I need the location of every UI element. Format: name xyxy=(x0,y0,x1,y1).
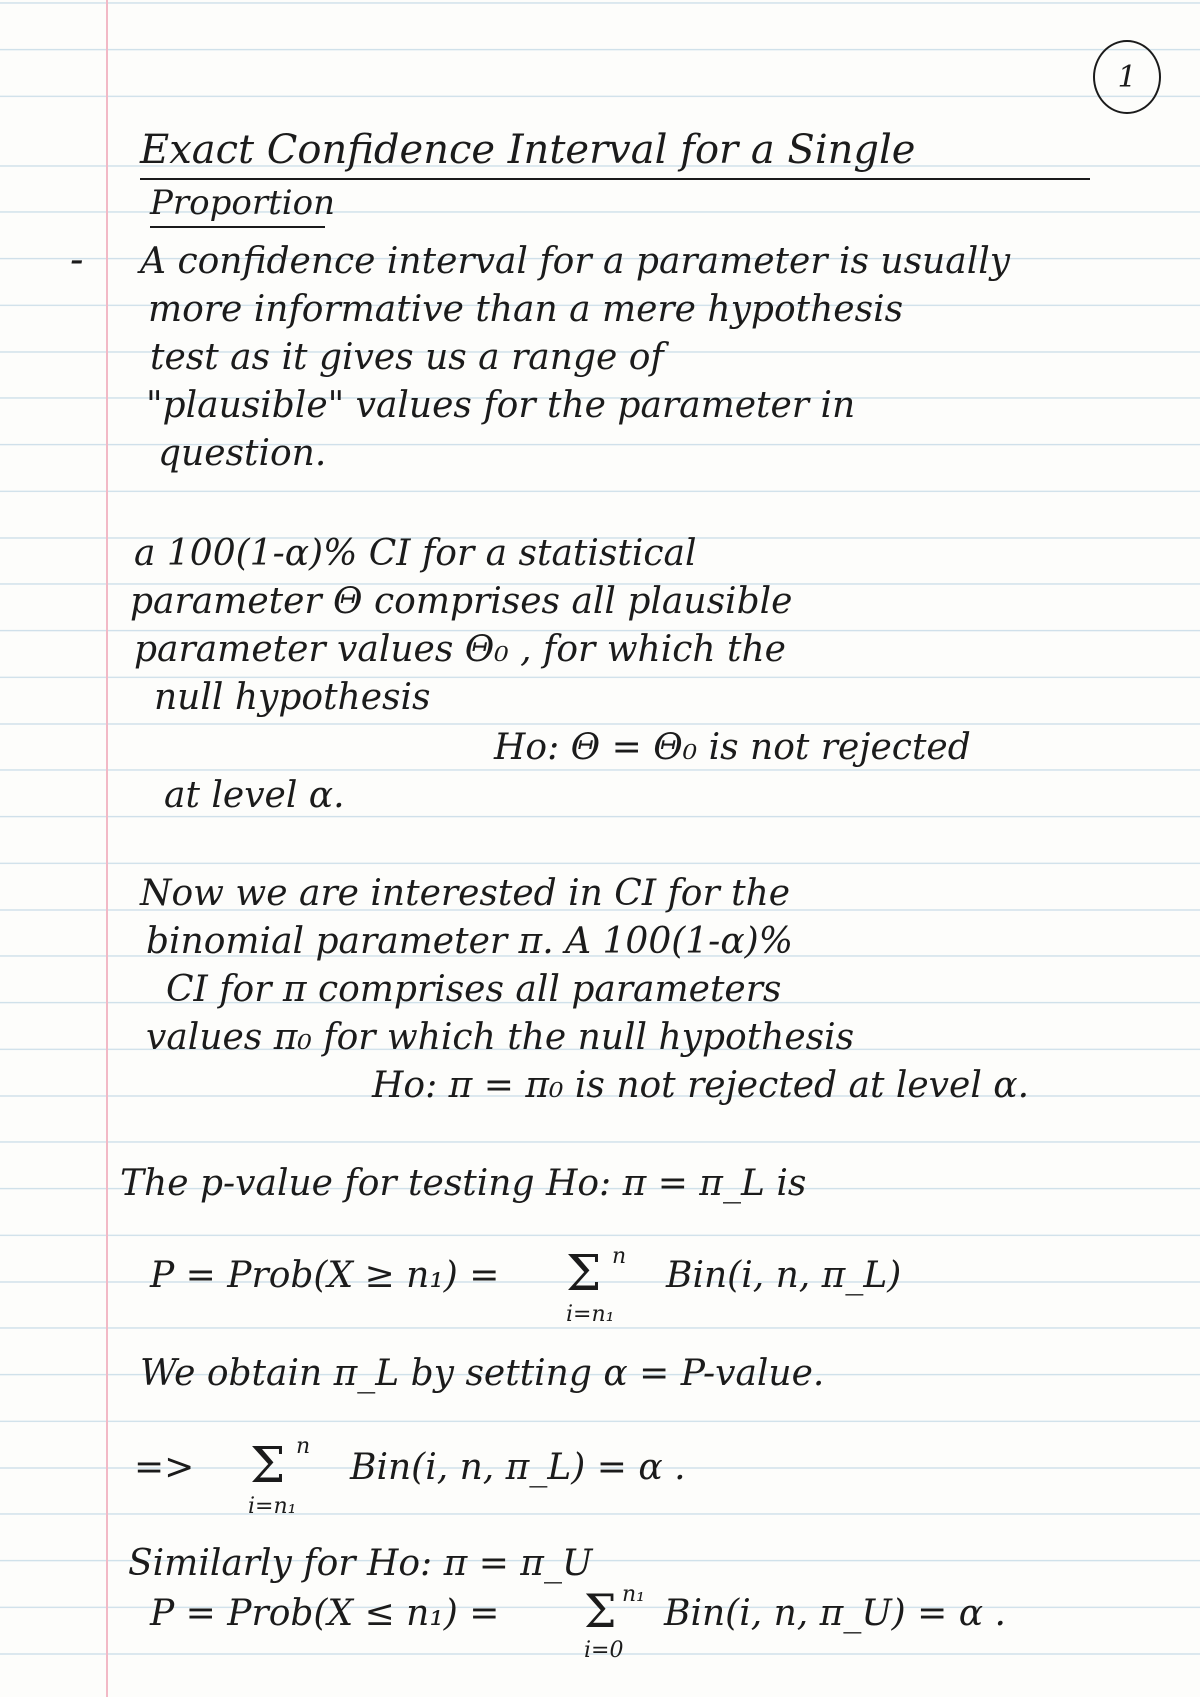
title-line-1: Exact Confidence Interval for a Single xyxy=(140,127,916,173)
similarly-line: Similarly for Ho: π = π_U xyxy=(128,1543,593,1584)
paragraph-1-line-3: test as it gives us a range of xyxy=(150,337,664,378)
margin-line xyxy=(106,0,108,1697)
sum-top-lower: n xyxy=(612,1244,627,1269)
title-underline-1 xyxy=(140,178,1090,180)
paragraph-3-line-2: binomial parameter π. A 100(1-α)% xyxy=(146,921,793,962)
sum-symbol-upper: Σ xyxy=(584,1584,617,1638)
paragraph-3-hypothesis: Ho: π = π₀ is not rejected at level α. xyxy=(372,1065,1030,1106)
paragraph-1-line-2: more informative than a mere hypothesis xyxy=(148,289,904,330)
bullet-dash: - xyxy=(70,237,84,283)
sum-bottom-implies: i=n₁ xyxy=(248,1494,297,1519)
paragraph-1-line-5: question. xyxy=(158,433,327,474)
pvalue-intro: The p-value for testing Ho: π = π_L is xyxy=(120,1163,807,1204)
sum-bottom-upper: i=0 xyxy=(584,1638,624,1663)
formula-upper-left: P = Prob(X ≤ n₁) = xyxy=(150,1593,500,1634)
paragraph-2-line-2: parameter Θ comprises all plausible xyxy=(130,581,793,622)
paragraph-2-line-3: parameter values Θ₀ , for which the xyxy=(134,629,786,670)
sum-bottom-lower: i=n₁ xyxy=(566,1302,615,1327)
formula-lower-left: P = Prob(X ≥ n₁) = xyxy=(150,1255,500,1296)
sum-symbol-implies: Σ xyxy=(250,1436,286,1494)
paragraph-1-line-1: A confidence interval for a parameter is usually xyxy=(140,241,1011,282)
paragraph-2-hypothesis: Ho: Θ = Θ₀ is not rejected xyxy=(494,727,971,768)
implies-arrow: => xyxy=(134,1447,195,1488)
formula-lower-right: Bin(i, n, π_L) xyxy=(666,1255,902,1296)
page-number: 1 xyxy=(1117,59,1137,95)
formula-upper-right: Bin(i, n, π_U) = α . xyxy=(664,1593,1006,1634)
paragraph-3-line-3: CI for π comprises all parameters xyxy=(166,969,782,1010)
paragraph-2-line-6: at level α. xyxy=(164,775,345,816)
paragraph-3-line-4: values π₀ for which the null hypothesis xyxy=(146,1017,855,1058)
title-underline-2 xyxy=(150,226,325,228)
sum-top-implies: n xyxy=(296,1434,311,1459)
paragraph-2-line-1: a 100(1-α)% CI for a statistical xyxy=(134,533,697,574)
sum-symbol-lower: Σ xyxy=(566,1244,602,1302)
formula-implies-right: Bin(i, n, π_L) = α . xyxy=(350,1447,686,1488)
paragraph-1-line-4: "plausible" values for the parameter in xyxy=(146,385,856,426)
paragraph-2-line-4: null hypothesis xyxy=(154,677,431,718)
title-line-2: Proportion xyxy=(150,183,335,223)
obtain-line: We obtain π_L by setting α = P-value. xyxy=(140,1353,825,1394)
page-number-circle xyxy=(1093,40,1161,114)
paragraph-3-line-1: Now we are interested in CI for the xyxy=(140,873,791,914)
sum-top-upper: n₁ xyxy=(622,1582,645,1607)
